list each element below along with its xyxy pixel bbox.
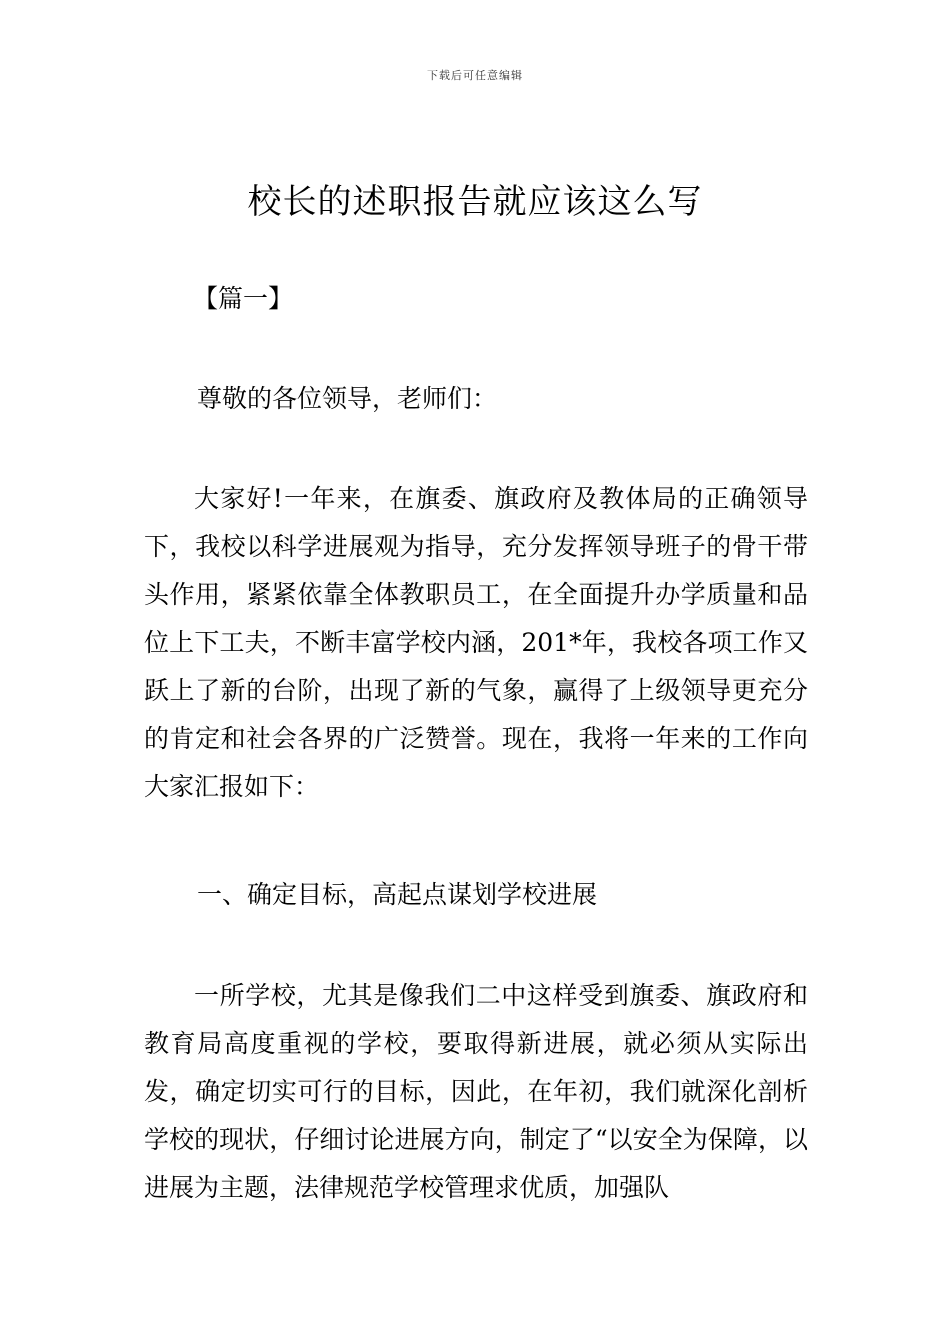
section-heading-1: 一、确定目标，高起点谋划学校进展 (197, 880, 598, 909)
section-tag: 【篇一】 (193, 284, 294, 313)
salutation: 尊敬的各位领导，老师们： (197, 384, 498, 413)
header-note: 下载后可任意编辑 (427, 69, 523, 82)
paragraph-goals: 一所学校，尤其是像我们二中这样受到旗委、旗政府和教育局高度重视的学校，要取得新进展，就必须从实际出发，确定切实可行的目标，因此，在年初，我们就深化剖析学校的现状，仔细讨论进展方向，制定了“以安全为保障，以进展为主题，法律规范学校管理求优质，加强队 (144, 981, 808, 1202)
paragraph-intro: 大家好!一年来，在旗委、旗政府及教体局的正确领导下，我校以科学进展观为指导，充分发挥领导班子的骨干带头作用，紧紧依靠全体教职员工，在全面提升办学质量和品位上下工夫，不断丰富学校内涵，201*年，我校各项工作又跃上了新的台阶，出现了新的气象，赢得了上级领导更充分的肯定和社会各界的广泛赞誉。现在，我将一年来的工作向大家汇报如下： (144, 484, 808, 801)
document-title: 校长的述职报告就应该这么写 (247, 182, 703, 222)
